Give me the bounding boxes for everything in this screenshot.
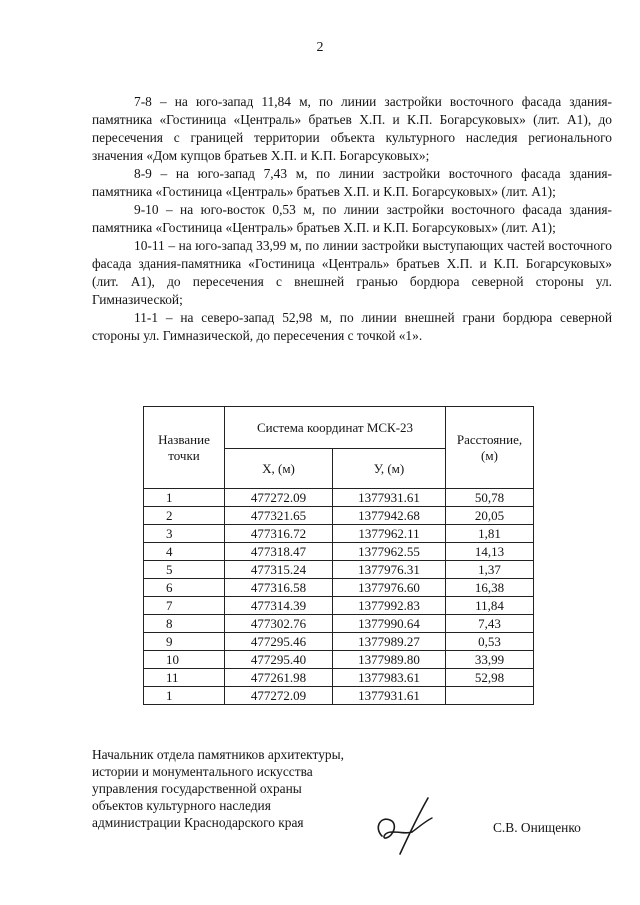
x-coordinate-cell: 477321.65 — [225, 507, 333, 525]
point-cell: 6 — [144, 579, 225, 597]
x-coordinate-cell: 477316.72 — [225, 525, 333, 543]
paragraph-7-8: 7-8 – на юго-запад 11,84 м, по линии застройки восточного фасада здания-памятника «Гостиница «Централь» братьев Х.П. и К.П. Богарсуковых» (лит. А1), до пересечения с границей территории объекта культурного наследия регионального значения «Дом купцов братьев Х.П. и К.П. Богарсуковых»; — [92, 94, 612, 163]
distance-cell: 1,81 — [446, 525, 534, 543]
table-row — [144, 543, 534, 561]
y-coordinate-cell: 1377942.68 — [333, 507, 446, 525]
distance-cell: 16,38 — [446, 579, 534, 597]
x-coordinate-cell: 477272.09 — [225, 489, 333, 507]
x-coordinate-cell: 477302.76 — [225, 615, 333, 633]
signer-name: С.В. Онищенко — [493, 820, 581, 835]
distance-cell: 1,37 — [446, 561, 534, 579]
boundary-description — [92, 93, 612, 345]
y-coordinate-cell: 1377962.11 — [333, 525, 446, 543]
paragraph-8-9: 8-9 – на юго-запад 7,43 м, по линии застройки восточного фасада здания-памятника «Гостиница «Централь» братьев Х.П. и К.П. Богарсуковых» (лит. А1); — [92, 166, 612, 199]
signer-position-line: администрации Краснодарского края — [92, 815, 304, 830]
point-cell: 2 — [144, 507, 225, 525]
header-y: У, (м) — [333, 449, 446, 489]
table-row — [144, 489, 534, 507]
point-cell: 4 — [144, 543, 225, 561]
coordinates-table — [143, 406, 534, 705]
signer-position-line: истории и монументального искусства — [92, 764, 313, 779]
distance-cell: 52,98 — [446, 669, 534, 687]
y-coordinate-cell: 1377989.80 — [333, 651, 446, 669]
y-coordinate-cell: 1377989.27 — [333, 633, 446, 651]
x-coordinate-cell: 477272.09 — [225, 687, 333, 705]
point-cell: 7 — [144, 597, 225, 615]
signer-position — [92, 746, 392, 831]
distance-cell: 7,43 — [446, 615, 534, 633]
header-distance: Расстояние, (м) — [446, 407, 534, 489]
point-cell: 3 — [144, 525, 225, 543]
page-number: 2 — [316, 40, 324, 55]
y-coordinate-cell: 1377962.55 — [333, 543, 446, 561]
x-coordinate-cell: 477295.46 — [225, 633, 333, 651]
handwritten-signature — [372, 792, 442, 858]
distance-cell: 14,13 — [446, 543, 534, 561]
table-row — [144, 651, 534, 669]
point-cell: 8 — [144, 615, 225, 633]
x-coordinate-cell: 477295.40 — [225, 651, 333, 669]
y-coordinate-cell: 1377990.64 — [333, 615, 446, 633]
distance-cell: 11,84 — [446, 597, 534, 615]
table-row — [144, 633, 534, 651]
y-coordinate-cell: 1377976.31 — [333, 561, 446, 579]
header-x: Х, (м) — [225, 449, 333, 489]
table-row — [144, 507, 534, 525]
point-cell: 9 — [144, 633, 225, 651]
point-cell: 1 — [144, 687, 225, 705]
table-row — [144, 579, 534, 597]
point-cell: 11 — [144, 669, 225, 687]
x-coordinate-cell: 477318.47 — [225, 543, 333, 561]
table-row — [144, 525, 534, 543]
distance-cell: 50,78 — [446, 489, 534, 507]
x-coordinate-cell: 477315.24 — [225, 561, 333, 579]
y-coordinate-cell: 1377983.61 — [333, 669, 446, 687]
paragraph-10-11: 10-11 – на юго-запад 33,99 м, по линии застройки выступающих частей восточного фасада здания-памятника «Гостиница «Централь» братьев Х.П. и К.П. Богарсуковых» (лит. А1), до пересечения с внешней гранью бордюра северной стороны ул. Гимназической; — [92, 238, 612, 307]
header-coordinate-system: Система координат МСК-23 — [225, 407, 446, 449]
header-point-name: Название точки — [144, 407, 225, 489]
signer-position-line: управления государственной охраны — [92, 781, 302, 796]
y-coordinate-cell: 1377931.61 — [333, 687, 446, 705]
distance-cell — [446, 687, 534, 705]
table-row — [144, 597, 534, 615]
y-coordinate-cell: 1377976.60 — [333, 579, 446, 597]
coordinates-table-body — [144, 489, 534, 705]
table-row — [144, 561, 534, 579]
y-coordinate-cell: 1377931.61 — [333, 489, 446, 507]
point-cell: 1 — [144, 489, 225, 507]
point-cell: 10 — [144, 651, 225, 669]
y-coordinate-cell: 1377992.83 — [333, 597, 446, 615]
x-coordinate-cell: 477316.58 — [225, 579, 333, 597]
distance-cell: 0,53 — [446, 633, 534, 651]
signer-position-line: Начальник отдела памятников архитектуры, — [92, 747, 344, 762]
paragraph-11-1: 11-1 – на северо-запад 52,98 м, по линии внешней грани бордюра северной стороны ул. Гимназической, до пересечения с точкой «1». — [92, 310, 612, 343]
paragraph-9-10: 9-10 – на юго-восток 0,53 м, по линии застройки восточного фасада здания-памятника «Гостиница «Централь» братьев Х.П. и К.П. Богарсуковых» (лит. А1); — [92, 202, 612, 235]
point-cell: 5 — [144, 561, 225, 579]
signer-position-line: объектов культурного наследия — [92, 798, 271, 813]
x-coordinate-cell: 477314.39 — [225, 597, 333, 615]
distance-cell: 33,99 — [446, 651, 534, 669]
table-row — [144, 687, 534, 705]
distance-cell: 20,05 — [446, 507, 534, 525]
table-row — [144, 615, 534, 633]
x-coordinate-cell: 477261.98 — [225, 669, 333, 687]
table-row — [144, 669, 534, 687]
